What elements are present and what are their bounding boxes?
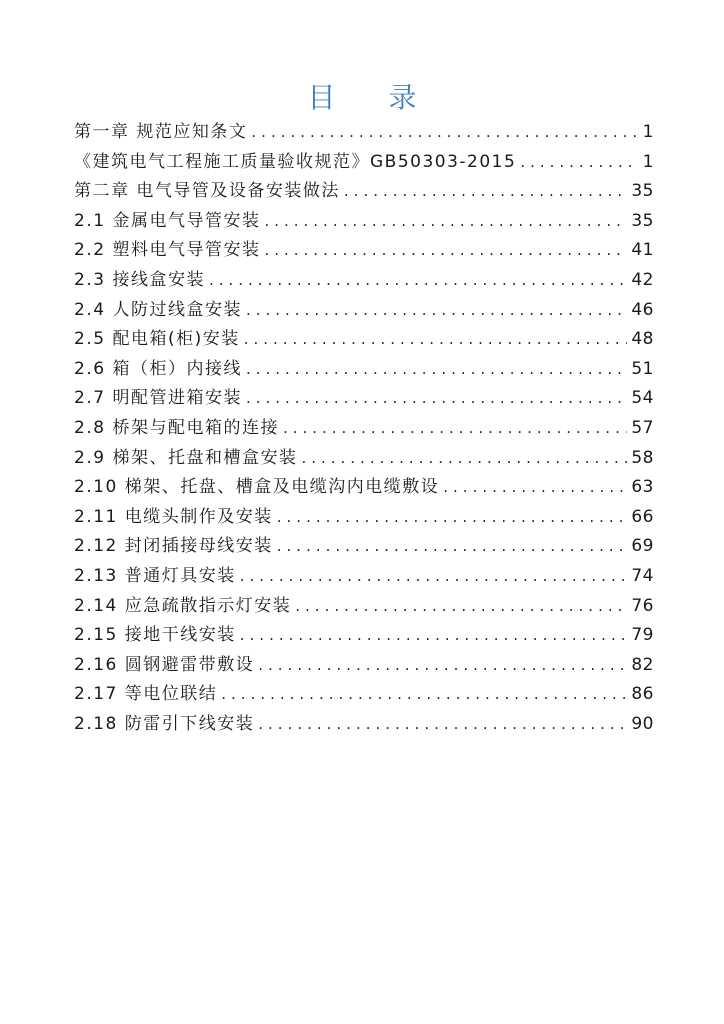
toc-entry-page: 57 [631,417,654,438]
toc-leader-dots [244,325,628,355]
toc-entry [74,414,654,444]
toc-entry-page: 35 [631,181,654,202]
toc-entry-text: 2.8 桥架与配电箱的连接 [74,417,279,438]
toc-entry-page: 1 [642,122,654,142]
toc-entry [74,592,654,622]
toc-entry [74,473,654,503]
toc-entry-text: 第一章 规范应知条文 [74,122,248,142]
toc-entry [74,680,654,710]
toc-entry-text: 2.3 接线盒安装 [74,269,205,290]
toc-entry-text: 2.12 封闭插接母线安装 [74,536,273,557]
toc-entry-text: 2.17 等电位联结 [74,684,218,705]
toc-entry-page: 82 [631,654,654,675]
toc-entry-text: 2.5 配电箱(柜)安装 [74,329,240,350]
toc-entry-page: 46 [631,299,654,320]
toc-entry [74,236,654,266]
toc-entry-page: 51 [631,358,654,379]
toc-entry-page: 86 [631,684,654,705]
toc-entry-page: 58 [631,447,654,468]
toc-entry [74,296,654,326]
toc-entry [74,148,654,178]
toc-leader-dots [258,710,627,740]
toc-entry-page: 69 [631,536,654,557]
toc-leader-dots [277,503,628,533]
toc-entry-text: 2.2 塑料电气导管安装 [74,240,261,261]
toc-leader-dots [251,118,638,148]
toc-entry-page: 63 [631,477,654,498]
toc-entry [74,621,654,651]
toc-leader-dots [246,296,627,326]
toc-entry [74,562,654,592]
toc-entry-page: 54 [631,388,654,409]
toc-entry-page: 48 [631,329,654,350]
toc-entry-text: 2.15 接地干线安装 [74,625,236,646]
toc-leader-dots [246,355,627,385]
toc-entry-page: 79 [631,625,654,646]
toc-entry-text: 2.10 梯架、托盘、槽盒及电缆沟内电缆敷设 [74,477,440,498]
toc-entry-page: 41 [631,240,654,261]
toc-list [74,118,654,739]
toc-entry-text: 2.13 普通灯具安装 [74,565,236,586]
toc-leader-dots [443,473,627,503]
toc-entry-text: 2.6 箱（柜）内接线 [74,358,242,379]
toc-entry-page: 90 [631,713,654,734]
toc-title: 目 录 [307,81,439,114]
toc-entry-page: 1 [642,151,654,172]
toc-entry-text: 第二章 电气导管及设备安装做法 [74,181,340,202]
toc-leader-dots [520,148,638,178]
toc-leader-dots [344,177,627,207]
toc-leader-dots [283,414,627,444]
toc-leader-dots [209,266,627,296]
toc-entry-page: 42 [631,269,654,290]
toc-leader-dots [264,236,627,266]
toc-entry-text: 《建筑电气工程施工质量验收规范》GB50303-2015 [74,151,517,172]
toc-entry-page: 35 [631,210,654,231]
toc-entry [74,444,654,474]
toc-entry [74,651,654,681]
toc-entry-page: 66 [631,506,654,527]
toc-leader-dots [258,651,627,681]
toc-entry [74,266,654,296]
toc-entry-page: 76 [631,595,654,616]
toc-leader-dots [277,532,628,562]
toc-leader-dots [240,562,628,592]
toc-leader-dots [221,680,627,710]
toc-leader-dots [264,207,627,237]
toc-leader-dots [301,444,627,474]
toc-entry [74,710,654,740]
toc-entry-text: 2.16 圆钢避雷带敷设 [74,654,255,675]
toc-entry [74,177,654,207]
toc-entry [74,325,654,355]
toc-entry-text: 2.7 明配管进箱安装 [74,388,242,409]
toc-leader-dots [295,592,627,622]
toc-entry-text: 2.9 梯架、托盘和槽盒安装 [74,447,298,468]
toc-leader-dots [246,384,627,414]
toc-entry-text: 2.18 防雷引下线安装 [74,713,255,734]
toc-leader-dots [240,621,628,651]
toc-entry-text: 2.11 电缆头制作及安装 [74,506,273,527]
toc-entry [74,118,654,148]
toc-entry [74,384,654,414]
toc-entry [74,355,654,385]
toc-entry-page: 74 [631,565,654,586]
toc-entry-text: 2.4 人防过线盒安装 [74,299,242,320]
toc-entry [74,503,654,533]
toc-entry [74,207,654,237]
toc-entry-text: 2.1 金属电气导管安装 [74,210,261,231]
toc-entry [74,532,654,562]
toc-entry-text: 2.14 应急疏散指示灯安装 [74,595,292,616]
